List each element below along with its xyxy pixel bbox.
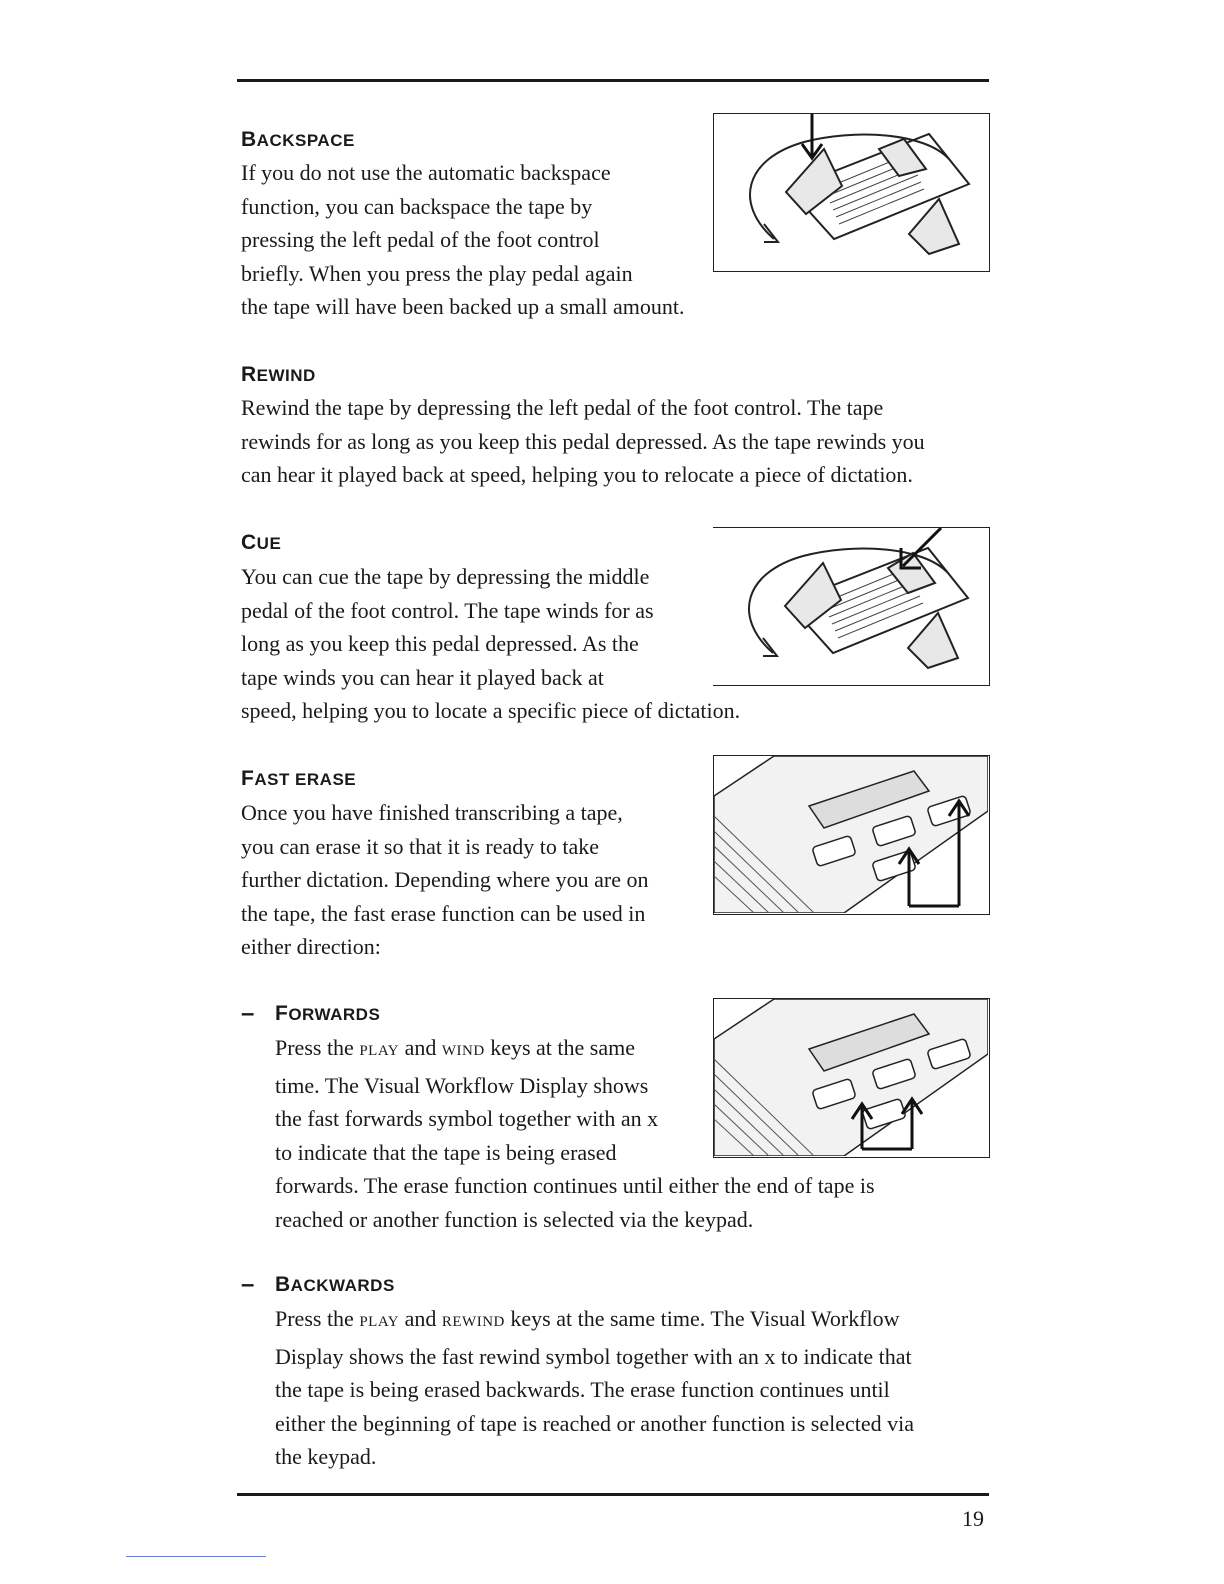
keypad-fast-erase-figure (713, 755, 990, 915)
cue-text: You can cue the tape by depressing the middle pedal of the foot control. The tape winds for as long as you keep this pedal depressed. As the tape winds you can hear it played back at speed, helping you to locate a specific piece of dictation. (241, 564, 741, 723)
rewind-key-label: REWIND (441, 1314, 505, 1330)
forwards-heading: FORWARDS (275, 1002, 381, 1025)
cue-heading: CUE (241, 531, 282, 554)
fast-erase-heading: FAST ERASE (241, 767, 357, 790)
play-key-label: PLAY (359, 1043, 400, 1059)
transcriber-keypad-illustration (714, 756, 988, 913)
transcriber-keypad-illustration (714, 999, 988, 1156)
bottom-rule (237, 1493, 989, 1496)
fast-erase-text: Once you have finished transcribing a tape, you can erase it so that it is ready to take further dictation. Depending where you are on the tape, the fast erase function can be used in either direction: (241, 800, 649, 959)
play-key-label: PLAY (359, 1314, 400, 1330)
footer-line (126, 1556, 266, 1557)
backspace-heading: BACKSPACE (241, 128, 355, 151)
page-number: 19 (962, 1506, 984, 1531)
list-dash: – (241, 1271, 255, 1298)
list-dash: – (241, 1000, 255, 1027)
foot-control-illustration (714, 114, 988, 270)
backspace-text: If you do not use the automatic backspace function, you can backspace the tape by pressing the left pedal of the foot control briefly. When you press the play pedal again the tape will have been backed up a small amount. (241, 160, 685, 319)
foot-control-illustration (713, 528, 987, 684)
keypad-forwards-figure (713, 998, 990, 1158)
backwards-text: Press the PLAY and REWIND keys at the same time. The Visual Workflow Display shows the fast rewind symbol together with an x to indicate that the tape is being erased backwards. The erase function continues until either the beginning of tape is reached or another function is selected via the keypad. (275, 1306, 914, 1469)
rewind-text: Rewind the tape by depressing the left pedal of the foot control. The tape rewinds for as long as you keep this pedal depressed. As the tape rewinds you can hear it played back at speed, helping you to relocate a piece of dictation. (241, 395, 925, 487)
top-rule (237, 79, 989, 82)
backwards-heading: BACKWARDS (275, 1273, 395, 1296)
rewind-heading: REWIND (241, 363, 316, 386)
foot-control-backspace-figure (713, 113, 990, 272)
forwards-text: Press the PLAY and WIND keys at the same time. The Visual Workflow Display shows the fast forwards symbol together with an x to indicate that the tape is being erased forwards. The erase function continues until either the end of tape is reached or another function is selected via the keypad. (275, 1035, 875, 1232)
foot-control-cue-figure (713, 527, 990, 686)
wind-key-label: WIND (441, 1043, 485, 1059)
